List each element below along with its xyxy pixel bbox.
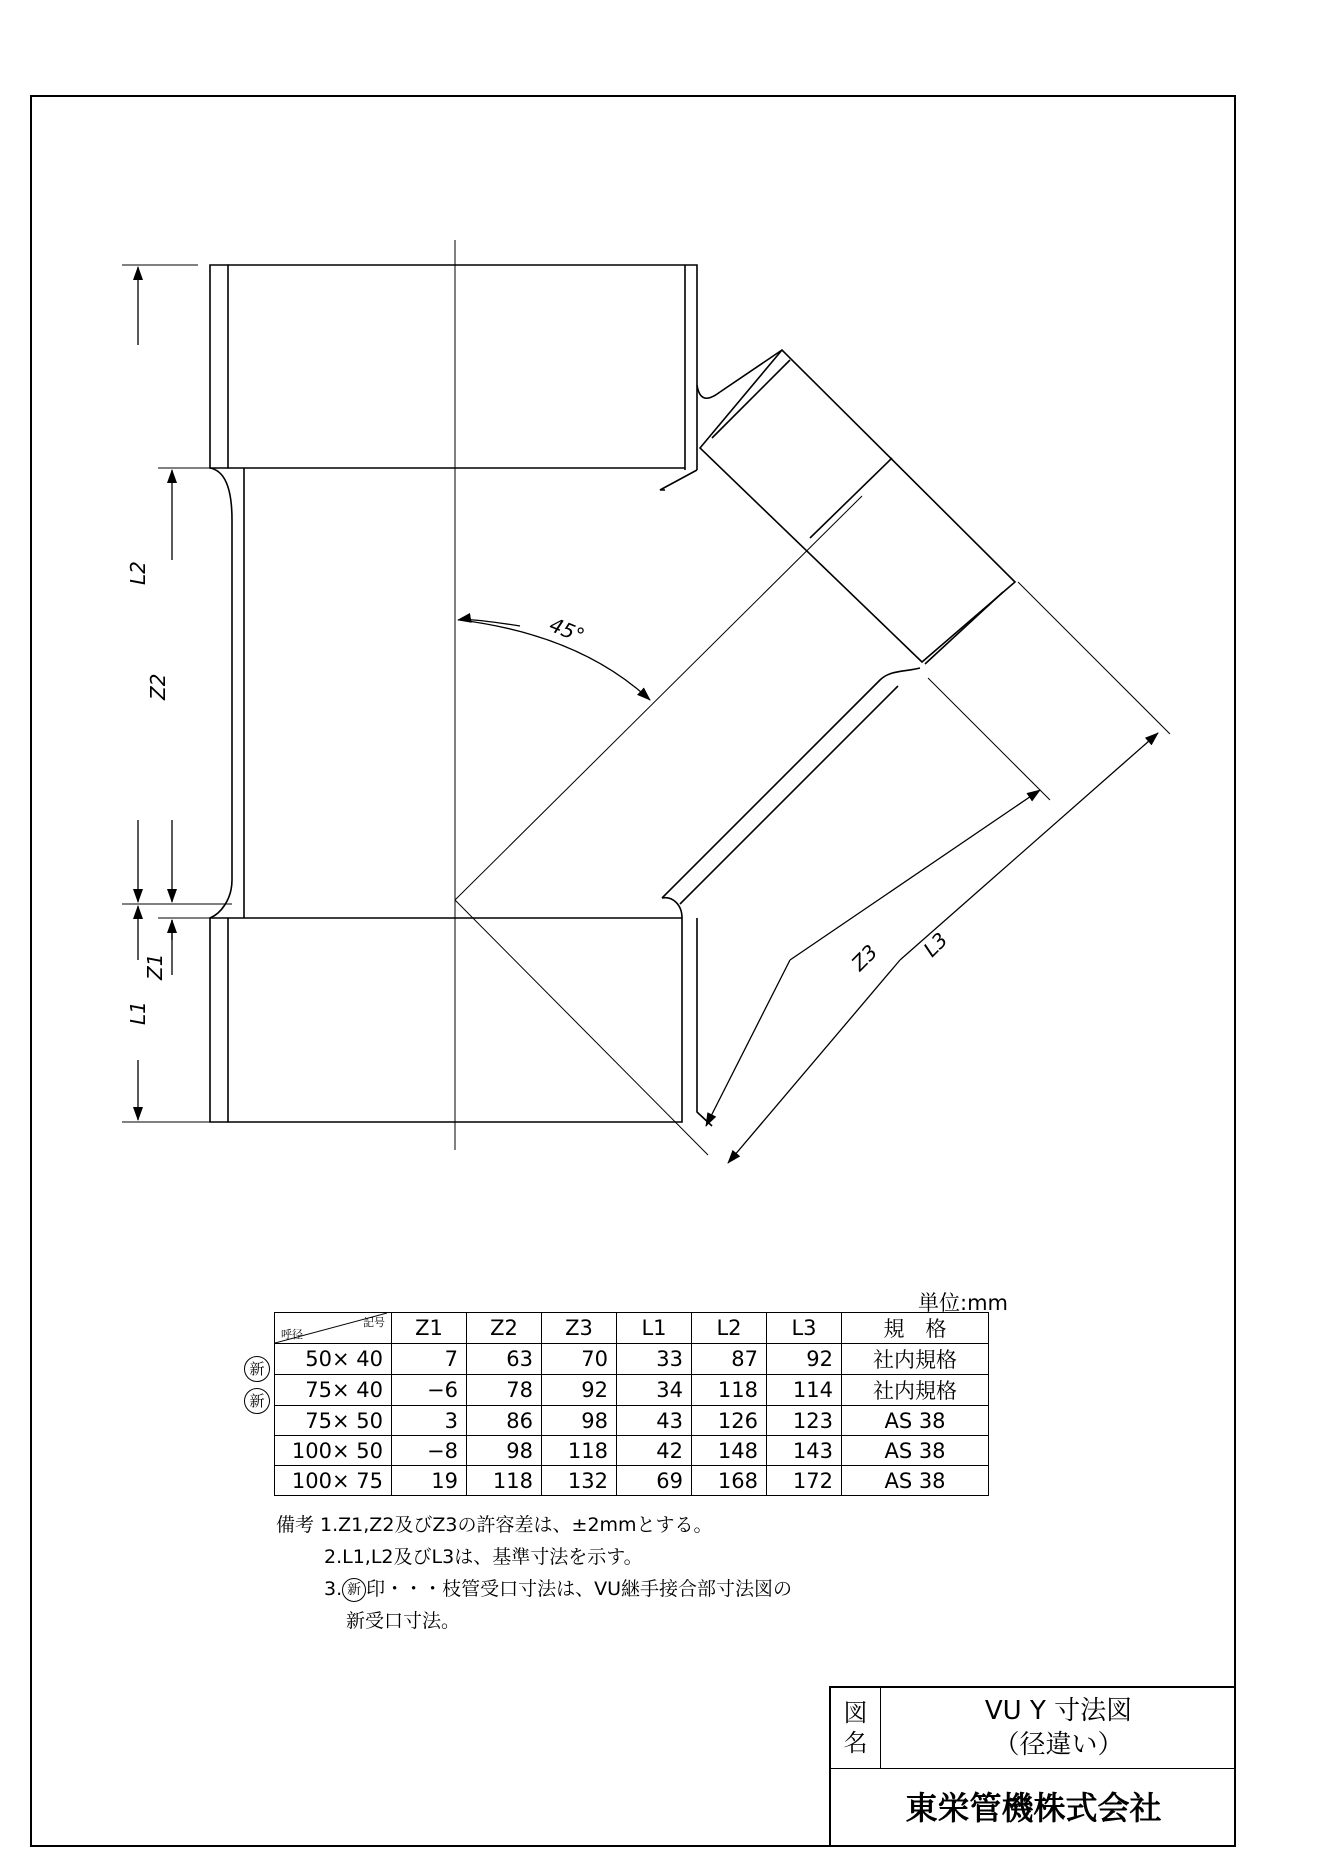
table-row <box>275 1375 989 1406</box>
value-cell: 118 <box>692 1375 767 1406</box>
value-cell: 63 <box>467 1344 542 1375</box>
value-cell: 114 <box>767 1375 842 1406</box>
new-mark-icon: 新 <box>342 1578 366 1602</box>
col-header: Z2 <box>467 1313 542 1344</box>
standard-cell: 社内規格 <box>842 1375 989 1406</box>
title-block <box>829 1686 1234 1845</box>
note-line-2: 2.L1,L2及びL3は、基準寸法を示す。 <box>324 1546 643 1568</box>
corner-symbol-label: 記号 <box>363 1316 385 1329</box>
col-header: L2 <box>692 1313 767 1344</box>
table-row <box>275 1466 989 1496</box>
drawing-title-line-1: VU Y 寸法図 <box>984 1696 1133 1726</box>
value-cell: 33 <box>617 1344 692 1375</box>
value-cell: −6 <box>392 1375 467 1406</box>
value-cell: 69 <box>617 1466 692 1496</box>
value-cell: 34 <box>617 1375 692 1406</box>
note-line-4: 新受口寸法。 <box>346 1610 461 1632</box>
table-row <box>275 1436 989 1466</box>
size-cell: 75× 50 <box>275 1406 392 1436</box>
table-corner-cell <box>275 1313 392 1344</box>
drawing-title <box>881 1688 1236 1768</box>
standard-cell: AS 38 <box>842 1406 989 1436</box>
col-header: Z1 <box>392 1313 467 1344</box>
col-header: L3 <box>767 1313 842 1344</box>
new-mark-icon: 新 <box>244 1356 270 1382</box>
value-cell: 87 <box>692 1344 767 1375</box>
value-cell: 172 <box>767 1466 842 1496</box>
value-cell: 168 <box>692 1466 767 1496</box>
value-cell: 148 <box>692 1436 767 1466</box>
size-cell: 100× 50 <box>275 1436 392 1466</box>
value-cell: 98 <box>542 1406 617 1436</box>
standard-cell: 社内規格 <box>842 1344 989 1375</box>
dim-z3-label: Z3 <box>846 939 883 976</box>
dim-l1-label: L1 <box>126 1001 150 1025</box>
value-cell: 43 <box>617 1406 692 1436</box>
table-row <box>275 1344 989 1375</box>
unit-label: 単位:mm <box>918 1291 1008 1315</box>
value-cell: 126 <box>692 1406 767 1436</box>
col-header-standard: 規 格 <box>842 1313 989 1344</box>
note-line-1: 備考 1.Z1,Z2及びZ3の許容差は、±2mmとする。 <box>276 1514 713 1536</box>
drawing-title-line-2: （径違い） <box>993 1730 1124 1760</box>
corner-size-label: 呼径 <box>281 1328 303 1341</box>
size-cell: 75× 40 <box>275 1375 392 1406</box>
value-cell: 118 <box>542 1436 617 1466</box>
value-cell: 123 <box>767 1406 842 1436</box>
title-label-2: 名 <box>843 1729 868 1757</box>
dim-z1-label: Z1 <box>143 953 167 980</box>
size-cell: 50× 40 <box>275 1344 392 1375</box>
dimension-lines <box>138 267 1158 1163</box>
note-3-prefix: 3. <box>324 1578 343 1600</box>
table-row <box>275 1406 989 1436</box>
note-line-3 <box>324 1574 792 1602</box>
centre-lines <box>455 240 862 1155</box>
value-cell: 92 <box>542 1375 617 1406</box>
table-header-row <box>275 1313 989 1344</box>
extension-lines <box>122 265 1170 1122</box>
size-cell: 100× 75 <box>275 1466 392 1496</box>
dim-z2-label: Z2 <box>146 673 170 700</box>
title-label-cell <box>831 1688 881 1768</box>
dim-l2-label: L2 <box>126 561 150 585</box>
value-cell: −8 <box>392 1436 467 1466</box>
value-cell: 70 <box>542 1344 617 1375</box>
company-name: 東栄管機株式会社 <box>831 1768 1236 1848</box>
value-cell: 42 <box>617 1436 692 1466</box>
note-3-text: 印・・・枝管受口寸法は、VU継手接合部寸法図の <box>366 1578 793 1600</box>
col-header: L1 <box>617 1313 692 1344</box>
title-label-1: 図 <box>843 1699 868 1727</box>
value-cell: 78 <box>467 1375 542 1406</box>
value-cell: 7 <box>392 1344 467 1375</box>
new-mark-icon: 新 <box>244 1388 270 1414</box>
value-cell: 3 <box>392 1406 467 1436</box>
value-cell: 98 <box>467 1436 542 1466</box>
dimension-table <box>274 1312 989 1496</box>
value-cell: 19 <box>392 1466 467 1496</box>
dim-l3-label: L3 <box>918 927 953 962</box>
value-cell: 92 <box>767 1344 842 1375</box>
col-header: Z3 <box>542 1313 617 1344</box>
value-cell: 86 <box>467 1406 542 1436</box>
value-cell: 118 <box>467 1466 542 1496</box>
value-cell: 132 <box>542 1466 617 1496</box>
standard-cell: AS 38 <box>842 1436 989 1466</box>
value-cell: 143 <box>767 1436 842 1466</box>
fitting-outline <box>210 265 1015 1126</box>
angle-label: 45° <box>546 612 588 648</box>
standard-cell: AS 38 <box>842 1466 989 1496</box>
